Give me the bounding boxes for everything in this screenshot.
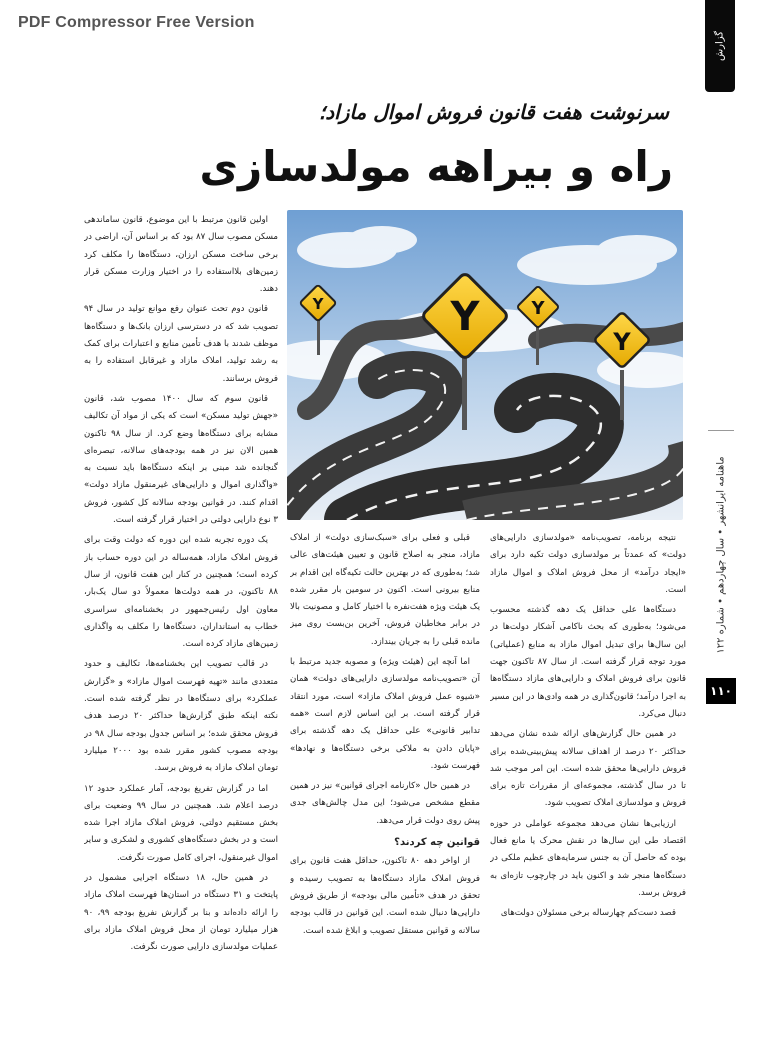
paragraph: اولین قانون مرتبط با این موضوع، قانون ساماندهی مسکن مصوب سال ۸۷ بود که بر اساس آن، اراضی در برخی ساخت مسکن ارزان، دستگاه‌ها را مکلف کرد زمین‌های بلااستفاده را در اختیار وزارت مسکن قرار دهند. [84,215,278,295]
sign-glyph-right: Y [613,328,631,356]
paragraph: اما در گزارش تفریغ بودجه، آمار عملکرد حدود ۱۲ درصد اعلام شد. همچنین در سال ۹۹ وضعیت برای بخش مستقیم دولتی، فروش املاک مازاد اجرا شده است و در بخش دستگاه‌های کشوری و لشکری و سایر اموال غیرمنقول، اجرای کامل صورت نگرفت. [84,783,278,863]
side-divider [708,430,734,431]
paragraph: اما آنچه این (هیئت ویژه) و مصوبه جدید مرتبط با آن «تصویب‌نامه مولدسازی دارایی‌های دولت» همان «شیوه عمل فروش املاک مازاد» است، مورد انتقاد قرار گرفته است. بر این اساس لازم است «همه تدابیر قانونی» علی حداقل یک دهه گذشته برای «پایان دادن به ملاکی برخی دستگاه‌ها و نهادها» فهرست شود. [290,657,480,771]
paragraph: قانون سوم که سال ۱۴۰۰ مصوب شد، قانون «جهش تولید مسکن» است که یکی از مواد آن تکالیف مشابه برای دستگاه‌ها وضع کرد. از سال ۹۸ تاکنون همین الان نیز در همه بودجه‌های سالانه، تبصره‌ای گنجانده شد مبنی بر اینکه دستگاه‌ها باید نسبت به «واگذاری اموال و دارایی‌های غیرمنقول مازاد دولت» اقدام کنند. در قوانین بودجه سالانه کل کشور، فروش ۳ نوع دارایی دولتی در اختیار قرار گرفته است. [84,393,278,526]
hero-image [287,210,683,520]
paragraph: در همین حال، ۱۸ دستگاه اجرایی مشمول در پایتخت و ۳۱ دستگاه در استان‌ها فهرست املاک مازاد را ارائه داده‌اند و بنا بر گزارش نفریغ بودجه ۹۹، ۹۰ هزار میلیارد تومان از محل فروش املاک مازاد برای عملیات مولدسازی دارایی صورت نگرفت. [84,872,278,953]
paragraph: قصد دست‌کم چهارساله برخی مسئولان دولت‌های [500,908,676,919]
paragraph: قانون دوم تحت عنوان رفع موانع تولید در سال ۹۴ تصویب شد که در دسترسی ارزان بانک‌ها و دستگاه‌ها موظف شدند با هدف تأمین منابع و اعتبارات برای کمک به رشد تولید، املاک مازاد و غیرقابل استفاده را به فروش برسانند. [84,304,278,384]
column-left [84,212,278,982]
column-middle [290,530,480,982]
paragraph: ارزیابی‌ها نشان می‌دهد مجموعه عواملی در حوزه اقتصاد طی این سال‌ها در نقش محرک یا مانع فعال بوده که حاصل آن به جنس سرمایه‌های عظیم ملکی در دستگاه‌ها منجر شد و اکنون باید در چارچوب تازه‌ای به فروش برسد. [490,818,686,898]
column-right [490,530,686,982]
watermark-text: PDF Compressor Free Version [18,14,255,31]
sign-glyph: Y [450,294,480,340]
issue-info [708,440,734,670]
issue-info-label: ماهنامه ایرانشهر • سال چهاردهم • شماره ۱۲۲ [715,456,727,654]
section-tab-label: گزارش [714,30,726,62]
section-subhead: قوانین چه کردند؟ [394,837,480,849]
article-headline: راه و بیراهه مولدسازی [199,142,673,191]
paragraph: در همین حال «کارنامه اجرای قوانین» نیز در همین مقطع مشخص می‌شود؛ این مدل چالش‌های جدی پیش روی دولت قرار می‌دهد. [290,781,480,826]
page-number: ۱۱۰ [706,678,736,704]
paragraph: قبلی و فعلی برای «سبک‌سازی دولت» از املاک مازاد، منجر به اصلاح قانون و تعیین هیئت‌های عالی شد؛ به‌طوری که در بهترین حالت تکیه‌گاه این اقدام بر منابع بیرونی است. اکنون در سومین بار مقرر شده یک هیئت ویژه هفت‌نفره با اختیار کامل و مصونیت بالا در برابر مخاطبان فروش، آخرین بن‌بست روی میز مانده قبلی را به جریان بیندازد. [290,533,480,647]
paragraph: در همین حال گزارش‌های ارائه شده نشان می‌دهد حداکثر ۲۰ درصد از اهداف سالانه پیش‌بینی‌شده برای فروش دارایی‌ها محقق شده است. این امر موجب شد تا در سال گذشته، مجموعه‌ای از مقررات تازه برای فروش و مولدسازی املاک تصویب شود. [490,729,686,809]
article-kicker: سرنوشت هفت قانون فروش اموال مازاد؛ [318,100,669,124]
road-signs-illustration [287,210,683,520]
sign-glyph-left: Y [312,295,324,313]
section-tab [705,0,735,92]
paragraph: از اواخر دهه ۸۰ تاکنون، حداقل هفت قانون برای فروش املاک مازاد دستگاه‌ها به تصویب رسیده و تحقق در هدف «تأمین مالی بودجه» از طریق فروش دارایی‌ها دنبال شده است. این قوانین در قالب بودجه سالانه و قوانین مستقل تصویب و ابلاغ شده است. [290,856,480,936]
paragraph: دستگاه‌ها علی حداقل یک دهه گذشته محسوب می‌شود؛ به‌طوری که بحث ناکامی آشکار دولت‌ها در این سال‌ها برای تبدیل اموال مازاد به منابع (عملیاتی) مورد توجه قرار گرفته است. از سال ۸۷ تاکنون جهت قانون برای فروش املاک و دارایی‌های مازاد دستگاه‌ها به اجرا درآمد؛ قانون‌گذاری در همه وادی‌ها در این مسیر دنبال می‌کرد. [490,605,686,719]
paragraph: یک دوره تجربه شده این دوره که دولت وقت برای فروش املاک مازاد، همه‌ساله در این دوره حساب باز کرده است؛ همچنین در کنار این هفت قانون، از سال ۸۸ تاکنون، در همه دولت‌ها معمولاً دو سال یک‌بار، معاون اول رئیس‌جمهور در بخشنامه‌ای سراسری خطاب به استانداران، دستگاه‌ها را مکلف به واگذاری زمین‌های مازاد کرده است. [84,535,278,650]
paragraph: نتیجه برنامه، تصویب‌نامه «مولدسازی دارایی‌های دولت» که عمدتاً بر مولدسازی دولت تکیه دارد برای «ایجاد درآمد» از محل فروش املاک و اموال مازاد است. [490,533,686,595]
paragraph: در قالب تصویب این بخشنامه‌ها، تکالیف و حدود متعددی مانند «تهیه فهرست اموال مازاد» و «گزارش عملکرد» برای دستگاه‌ها در نظر گرفته شده است. نکته اینکه طبق گزارش‌ها حداکثر ۲۰ درصد هدف فروش محقق شده؛ بر اساس جدول بودجه سال ۹۸ در بودجه مصوب کشور مقرر شده بود ۲۰۰۰ میلیارد تومان املاک مازاد به فروش برسد. [84,659,278,774]
sign-glyph-mid: Y [531,298,545,319]
